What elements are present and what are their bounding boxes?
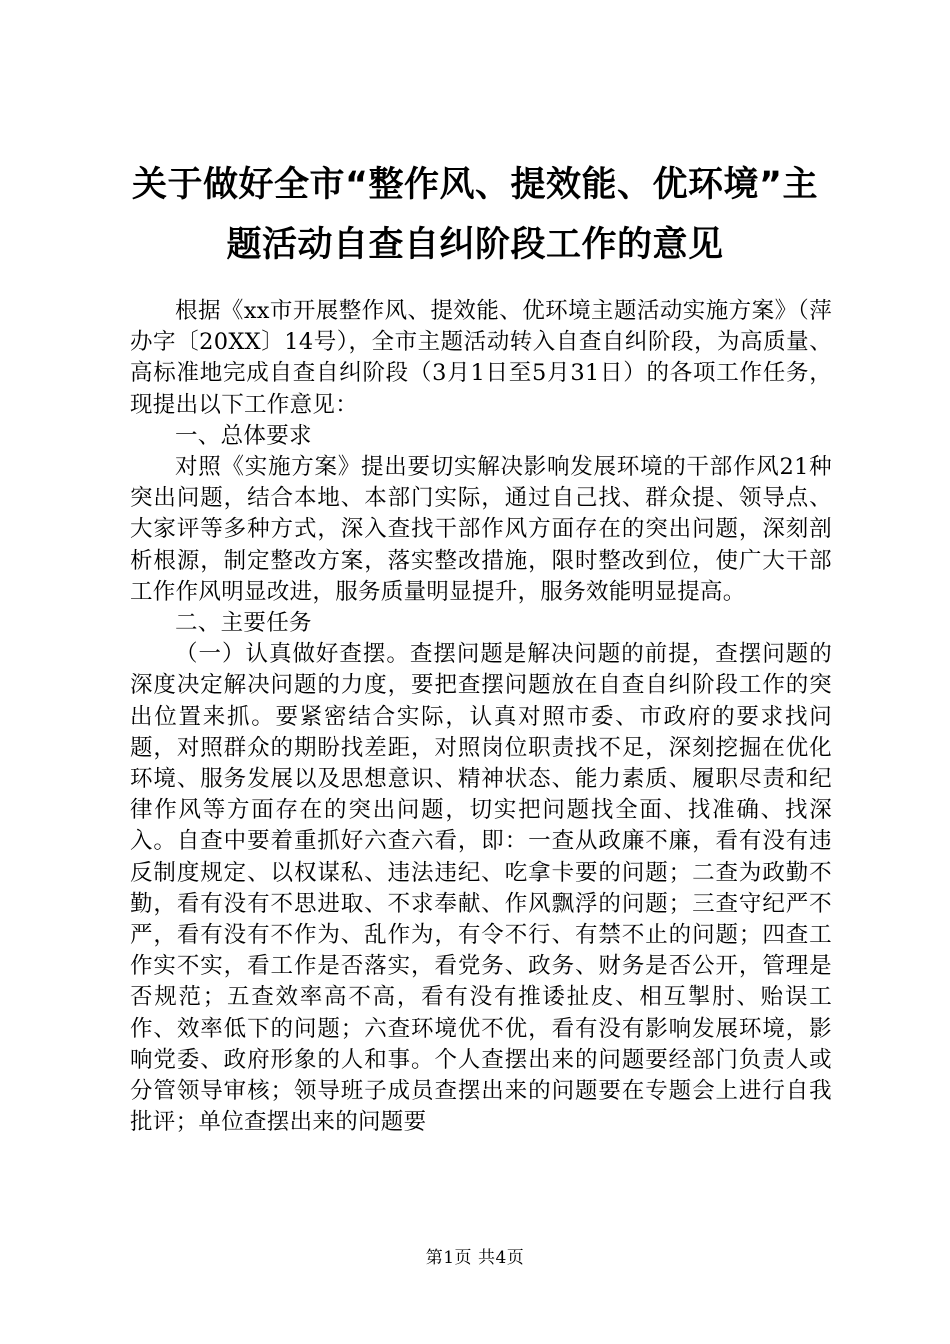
- section-heading-2: 二、主要任务: [175, 610, 312, 637]
- document-title: [120, 155, 830, 275]
- page-footer: 第1页 共4页: [425, 1248, 525, 1268]
- section-heading-1: 一、总体要求: [175, 422, 312, 449]
- paragraph-general-requirements: 对照《实施方案》提出要切实解决影响发展环境的干部作风21种突出问题，结合本地、本部门实际，通过自己找、群众提、领导点、大家评等多种方式，深入查找干部作风方面存在的突出问题，深刻剖析根源，制定整改方案，落实整改措施，限时整改到位，使广大干部工作作风明显改进，服务质量明显提升，服务效能明显提高。: [130, 454, 832, 605]
- paragraph-intro: 根据《xx市开展整作风、提效能、优环境主题活动实施方案》（萍办字〔20XX〕14号），全市主题活动转入自查自纠阶段，为高质量、高标准地完成自查自纠阶段（3月1日至5月31日）的各项工作任务，现提出以下工作意见：: [130, 298, 832, 418]
- document-body: [130, 296, 832, 1138]
- title-line-2: 题活动自查自纠阶段工作的意见: [226, 225, 724, 265]
- title-line-1: 关于做好全市“整作风、提效能、优环境”主: [131, 165, 818, 205]
- paragraph-main-tasks: （一）认真做好查摆。查摆问题是解决问题的前提，查摆问题的深度决定解决问题的力度，要把查摆问题放在自查自纠阶段工作的突出位置来抓。要紧密结合实际，认真对照市委、市政府的要求找问题，对照群众的期盼找差距，对照岗位职责找不足，深刻挖掘在优化环境、服务发展以及思想意识、精神状态、能力素质、履职尽责和纪律作风等方面存在的突出问题，切实把问题找全面、找准确、找深入。自查中要着重抓好六查六看，即：一查从政廉不廉，看有没有违反制度规定、以权谋私、违法违纪、吃拿卡要的问题；二查为政勤不勤，看有没有不思进取、不求奉献、作风飘浮的问题；三查守纪严不严，看有没有不作为、乱作为，有令不行、有禁不止的问题；四查工作实不实，看工作是否落实，看党务、政务、财务是否公开，管理是否规范；五查效率高不高，看有没有推诿扯皮、相互掣肘、贻误工作、效率低下的问题；六查环境优不优，看有没有影响发展环境，影响党委、政府形象的人和事。个人查摆出来的问题要经部门负责人或分管领导审核；领导班子成员查摆出来的问题要在专题会上进行自我批评；单位查摆出来的问题要: [130, 641, 832, 1136]
